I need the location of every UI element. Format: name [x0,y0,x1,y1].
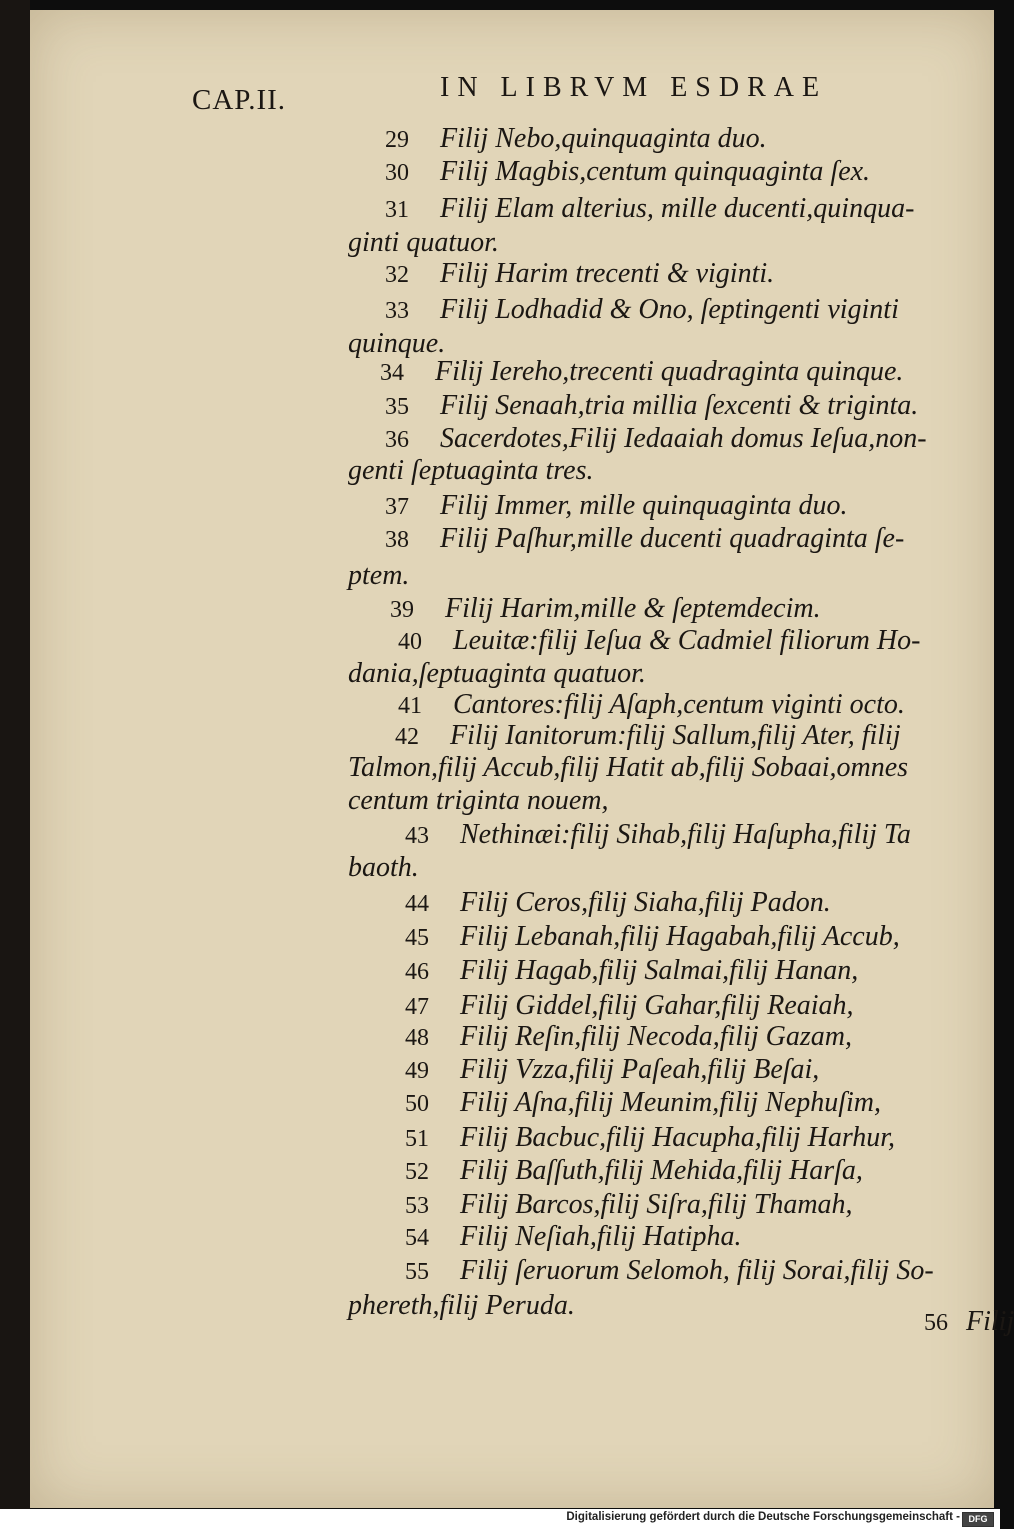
catchword [924,1306,1014,1338]
verse-line [385,491,848,522]
verse-number: 47 [405,994,429,1020]
verse-line [405,1055,819,1086]
verse-number: 42 [395,724,419,750]
verse-line [385,259,774,290]
verse-line [405,1156,863,1187]
continuation-line [348,853,419,883]
verse-number: 48 [405,1025,429,1051]
verse-text: ginti quatuor. [348,227,499,258]
verse-number: 55 [405,1259,429,1285]
verse-text: Filij Elam alterius, mille ducenti,quinqua- [440,193,915,224]
verse-number: 40 [398,629,422,655]
continuation-line [348,659,646,689]
verse-text: Leuitæ:filij Ieſua & Cadmiel filiorum Ho- [453,625,921,656]
continuation-line [348,786,609,816]
catchword-text: Filij [966,1306,1014,1337]
verse-text: Cantores:filij Aſaph,centum viginti octo. [453,689,905,720]
catchword-number: 56 [924,1310,948,1336]
digitization-footer [0,1509,1000,1529]
verse-text: Talmon,filij Accub,filij Hatit ab,filij Sobaai,omnes [348,752,909,783]
verse-number: 29 [385,127,409,153]
page-header [30,68,994,118]
continuation-line [348,753,908,783]
verse-line [385,157,870,188]
verse-number: 35 [385,394,409,420]
verse-line [390,594,821,625]
verse-text: Filij Baſſuth,filij Mehida,filij Harſa, [460,1155,863,1186]
verse-number: 51 [405,1126,429,1152]
chapter-label: CAP.II. [192,84,287,116]
verse-number: 38 [385,527,409,553]
verse-line [398,690,905,721]
verse-line [405,888,831,919]
verse-line [405,922,900,953]
verse-text: baoth. [348,852,419,883]
continuation-line [348,1291,575,1321]
dfg-logo: DFG [962,1512,994,1527]
verse-text: Filij ſeruorum Selomoh, filij Sorai,filij So- [460,1255,934,1286]
verse-line [380,357,903,388]
verse-line [405,820,911,851]
verse-line [405,1222,742,1253]
verse-number: 43 [405,823,429,849]
verse-text: Filij Giddel,filij Gahar,filij Reaiah, [460,990,854,1021]
verse-number: 52 [405,1159,429,1185]
verse-text: Filij Nebo,quinquaginta duo. [440,123,767,154]
verse-number: 37 [385,494,409,520]
verse-number: 32 [385,262,409,288]
verse-text: Filij Neſiah,filij Hatipha. [460,1221,742,1252]
verse-text: dania,ſeptuaginta quatuor. [348,658,646,689]
verse-text: Filij Harim,mille & ſeptemdecim. [445,593,821,624]
verse-text: Filij Bacbuc,filij Hacupha,filij Harhur, [460,1122,896,1153]
verse-line [385,524,904,555]
verse-line [405,1123,895,1154]
scan-frame-edge [0,0,30,1509]
verse-number: 49 [405,1058,429,1084]
verse-number: 41 [398,693,422,719]
verse-number: 36 [385,427,409,453]
verse-text: Filij Hagab,filij Salmai,filij Hanan, [460,955,859,986]
continuation-line [348,456,594,486]
verse-text: Filij Senaah,tria millia ſexcenti & triginta. [440,390,919,421]
verse-line [385,295,899,326]
verse-text: Filij Ianitorum:filij Sallum,filij Ater, filij [450,720,901,751]
verse-text: Filij Vzza,filij Paſeah,filij Beſai, [460,1054,820,1085]
continuation-line [348,561,409,591]
verse-line [398,626,920,657]
verse-number: 46 [405,959,429,985]
verse-text: Filij Iereho,trecenti quadraginta quinque. [435,356,904,387]
continuation-line [348,329,445,359]
verse-number: 33 [385,298,409,324]
continuation-line [348,228,499,258]
verse-text: ptem. [348,560,410,591]
verse-text: Filij Barcos,filij Siſra,filij Thamah, [460,1189,853,1220]
verse-number: 31 [385,197,409,223]
verse-line [385,391,918,422]
verse-text: Filij Lodhadid & Ono, ſeptingenti viginti [440,294,899,325]
verse-number: 53 [405,1193,429,1219]
verse-text: Filij Lebanah,filij Hagabah,filij Accub, [460,921,900,952]
verse-number: 30 [385,160,409,186]
verse-text: Sacerdotes,Filij Iedaaiah domus Ieſua,non- [440,423,927,454]
verse-number: 50 [405,1091,429,1117]
verse-text: Nethinæi:filij Sihab,filij Haſupha,filij Ta [460,819,911,850]
verse-number: 54 [405,1225,429,1251]
verse-text: Filij Aſna,filij Meunim,filij Nephuſim, [460,1087,882,1118]
verse-text: Filij Paſhur,mille ducenti quadraginta ſe- [440,523,905,554]
verse-line [405,1022,852,1053]
book-page [30,10,1014,1508]
verse-line [385,124,767,155]
verse-line [405,1256,934,1287]
verse-text: Filij Magbis,centum quinquaginta ſex. [440,156,871,187]
verse-text: Filij Harim trecenti & viginti. [440,258,775,289]
running-title: IN LIBRVM ESDRAE [440,72,828,103]
verse-number: 45 [405,925,429,951]
verse-number: 39 [390,597,414,623]
verse-line [405,1190,853,1221]
verse-line [405,1088,881,1119]
verse-number: 34 [380,360,404,386]
verse-number: 44 [405,891,429,917]
verse-line [395,721,901,752]
verse-line [385,424,927,455]
verse-text: phereth,filij Peruda. [348,1290,575,1321]
verse-line [405,991,854,1022]
verse-text: centum triginta nouem, [348,785,609,816]
verse-text: Filij Ceros,filij Siaha,filij Padon. [460,887,831,918]
verse-text: Filij Immer, mille quinquaginta duo. [440,490,848,521]
footer-credit: Digitalisierung gefördert durch die Deutsche Forschungsgemeinschaft - [566,1511,960,1523]
verse-text: quinque. [348,328,446,359]
verse-text: Filij Reſin,filij Necoda,filij Gazam, [460,1021,852,1052]
verse-line [405,956,858,987]
verse-line [385,194,914,225]
verse-text: genti ſeptuaginta tres. [348,455,594,486]
